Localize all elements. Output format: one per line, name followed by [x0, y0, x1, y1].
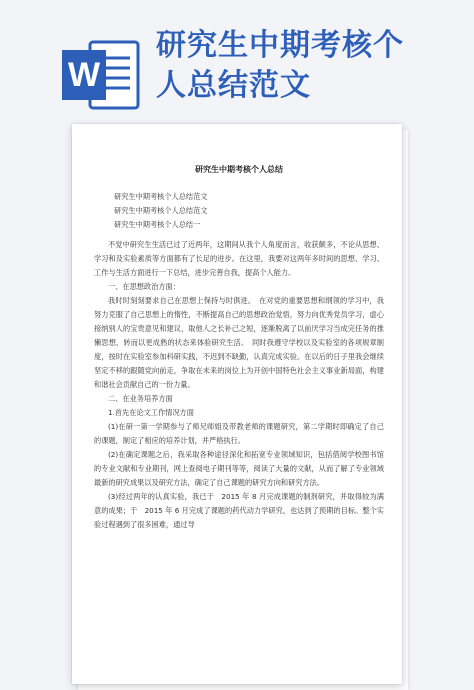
word-logo-letter: W [67, 56, 101, 94]
toc [94, 190, 384, 232]
document-page [72, 124, 402, 684]
word-document-icon [60, 32, 142, 118]
section-heading: 一、在思想政治方面： [108, 282, 180, 291]
toc-item: 研究生中期考核个人总结一 [114, 220, 201, 229]
banner-title [156, 26, 456, 106]
banner-title-line-2: 人总结范文 [156, 68, 311, 103]
subsection-heading: 1.首先在论文工作情况方面 [108, 408, 194, 417]
toc-item: 研究生中期考核个人总结范文 [114, 192, 208, 201]
toc-item: 研究生中期考核个人总结范文 [114, 206, 208, 215]
section-heading: 二、在业务培养方面 [108, 394, 173, 403]
paragraph-item-3: (3)经过两年的认真实验，我已于 2015 年 8 月完成课题的制剂研究，并取得较为满意的成果；于 2015 年 6 月完成了课题的药代动力学研究，也达到了预期的目标。整个实验过程遇到了很多困难，通过导 [94, 492, 384, 529]
paragraph-intro: 不觉中研究生生活已过了近两年，这期间从我个人角度而言，收获颇多，不论从思想、学习和及实验素质等方面都有了长足的进步。在这里，我要对这两年多时间的思想、学习、工作与生活方面进行一下总结，进步完善自我，提高个人能力。 [94, 240, 384, 277]
paragraph-politics: 我时时刻刻要求自己在思想上保持与时俱进。 在对党的重要思想和纲领的学习中，我努力克服了自己思想上的惰性，不断提高自己的思想政治觉悟，努力向优秀党员学习，虚心接纳别人的宝贵意见和建议，取他人之长补己之短，逐渐脱离了以前厌学习当成完任务的推懒思想，转而以更成熟的状态来体验研究生活。 同时我遵守学校以及实验室的各项规章制度，按时在实验室参加科研实践，不迟到不缺勤，认真完成实验。在以后的日子里我会继续坚定不移的跟随党向前走，争取在未来的岗位上为开创中国特色社会主义事业新局面，构建和谐社会贡献自己的一份力量。 [94, 296, 384, 389]
paragraph-item-2: (2)在确定课题之后，我采取各种途径深化和拓宽专业领域知识，包括借阅学校图书馆的专业文献和专业期刊，网上查阅电子期刊等等，阅读了大量的文献，从而了解了专业领域最新的研究成果以及研究方法，确定了自己课题的研究方向和研究方法。 [94, 450, 384, 487]
paragraph-item-1: (1)在研一第一学期参与了师兄师姐及带教老师的课题研究，第二学期时即确定了自己的课题，制定了相应的培养计划，并严格执行。 [94, 422, 384, 445]
banner-title-line-1: 研究生中期考核个 [156, 28, 404, 63]
document-title: 研究生中期考核个人总结 [195, 165, 283, 174]
banner [0, 0, 474, 130]
document-content [94, 164, 384, 532]
